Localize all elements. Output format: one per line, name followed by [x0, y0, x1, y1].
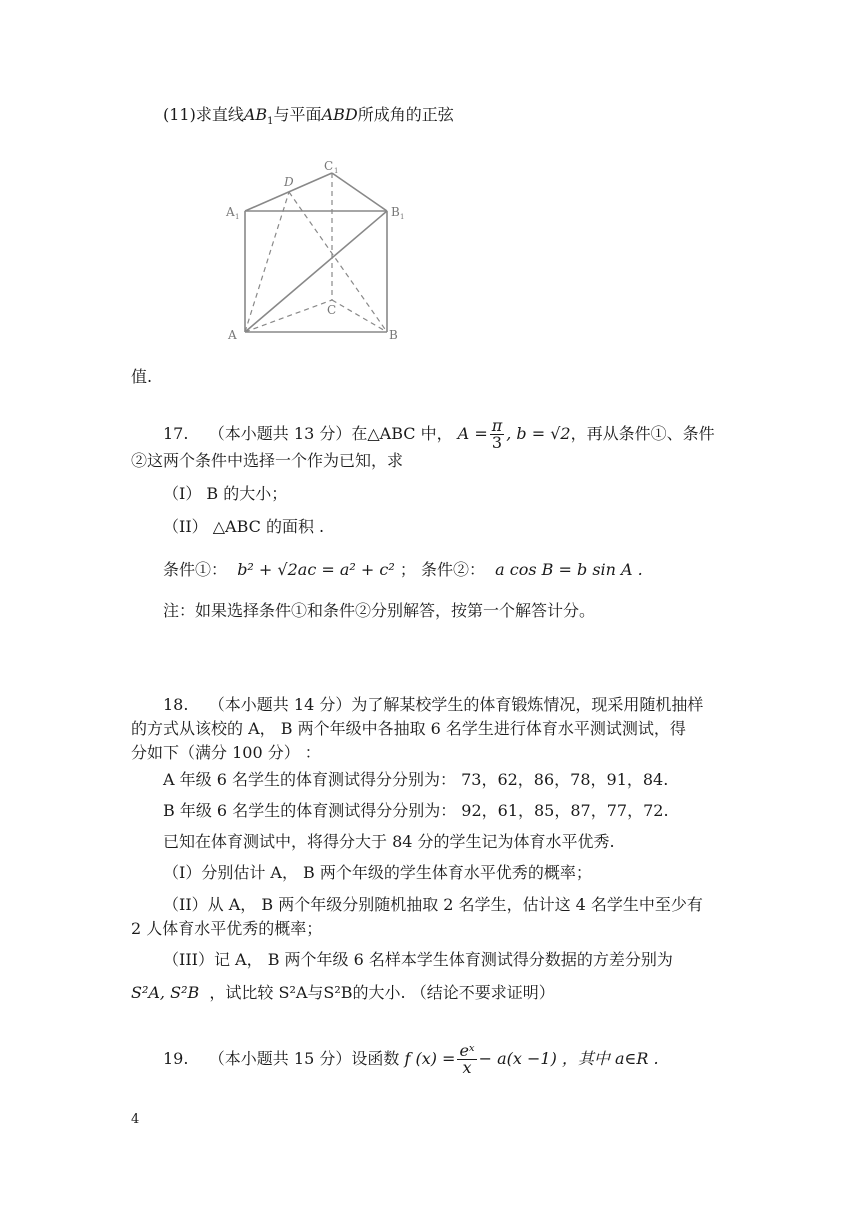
q19-number: 19.: [163, 1049, 189, 1068]
q18-part2b: 2 人体育水平优秀的概率；: [131, 919, 323, 938]
frac-num-ex: eˣ: [459, 1041, 475, 1060]
label-A: A: [228, 328, 237, 342]
q17-header-text: （本小题共 13 分）在△ABC 中，: [208, 424, 453, 443]
q19-line: [163, 1040, 659, 1078]
q16-part2-end: 值.: [131, 367, 153, 386]
q17-cond2-expr: a cos B = b sin A .: [495, 560, 643, 579]
q17-cond-sep: ； 条件②：: [399, 560, 485, 579]
q16-part2-line: [163, 104, 454, 126]
label-D: D: [284, 175, 294, 189]
q18-line2: 的方式从该校的 A， B 两个年级中各抽取 6 名学生进行体育水平测试测试，得: [131, 719, 686, 738]
q16-plane-name: ABD: [321, 105, 358, 124]
q18-line3: 分如下（满分 100 分） ：: [131, 743, 321, 762]
q19-fx: f (x) =: [404, 1049, 456, 1068]
label-B1: B: [391, 205, 400, 219]
prism-figure: [222, 158, 422, 348]
q18-part2a: （II）从 A， B 两个年级分别随机抽取 2 名学生，估计这 4 名学生中至少有: [163, 895, 703, 914]
label-B1-sub: 1: [400, 213, 405, 221]
q17-cond-A: A =: [457, 424, 488, 443]
q19-text: （本小题共 15 分）设函数: [208, 1049, 400, 1068]
q17-cond1-expr: b² + √2ac = a² + c²: [237, 560, 395, 579]
q17-note: 注：如果选择条件①和条件②分别解答，按第一个解答计分。: [163, 601, 596, 620]
q18-variances: S²A, S²B: [131, 983, 200, 1002]
frac-num: π: [491, 416, 503, 435]
q18-definition: 已知在体育测试中，将得分大于 84 分的学生记为体育水平优秀.: [163, 832, 615, 851]
q17-header-tail: ，再从条件①、条件: [570, 424, 715, 443]
q18-line1-text: （本小题共 14 分）为了解某校学生的体育锻炼情况，现采用随机抽样: [208, 695, 704, 714]
frac-den-x: x: [462, 1058, 472, 1077]
q16-line-sub: 1: [267, 116, 274, 128]
q17-conditions: [163, 559, 643, 581]
label-A1-sub: 1: [235, 213, 240, 221]
q18-part3b: [131, 982, 555, 1004]
q17-number: 17.: [163, 424, 189, 443]
q17-line2: ②这两个条件中选择一个作为已知，求: [131, 451, 404, 470]
q17-part2: （II） △ABC 的面积 .: [163, 517, 325, 536]
label-C1: C: [324, 159, 334, 173]
label-C1-sub: 1: [334, 167, 339, 175]
q16-part2-suffix: 所成角的正弦: [357, 105, 454, 124]
label-C: C: [327, 303, 337, 317]
q17-cond-b: , b = √2: [506, 424, 571, 443]
q17-cond1-label: 条件①：: [163, 560, 228, 579]
q19-rest: − a(x −1) ，其中 a∈R .: [478, 1049, 659, 1068]
page-number: 4: [131, 1112, 140, 1127]
q18-gradeA: A 年级 6 名学生的体育测试得分分别为： 73，62，86，78，91，84.: [163, 770, 669, 789]
q17-part1: （I） B 的大小；: [163, 484, 288, 503]
q18-number: 18.: [163, 695, 189, 714]
q18-part3a: （III）记 A， B 两个年级 6 名样本学生体育测试得分数据的方差分别为: [163, 950, 673, 969]
q16-part2-prefix: (11)求直线: [163, 105, 244, 124]
pi-over-3: [490, 418, 505, 451]
q18-line1: [163, 694, 703, 716]
q18-gradeB: B 年级 6 名学生的体育测试得分分别为： 92，61，85，87，77，72.: [163, 801, 669, 820]
q17-header: [163, 416, 715, 452]
q18-part1: （I）分别估计 A， B 两个年级的学生体育水平优秀的概率；: [163, 863, 592, 882]
ex-over-x: [457, 1043, 476, 1076]
frac-den: 3: [491, 433, 503, 452]
q16-part2-mid: 与平面: [273, 105, 322, 124]
label-A1: A: [226, 205, 235, 219]
label-B: B: [389, 328, 398, 342]
q16-line-name: AB: [243, 105, 268, 124]
q18-part3b-text: ，试比较 S²A与S²B的大小. （结论不要求证明）: [209, 983, 555, 1002]
